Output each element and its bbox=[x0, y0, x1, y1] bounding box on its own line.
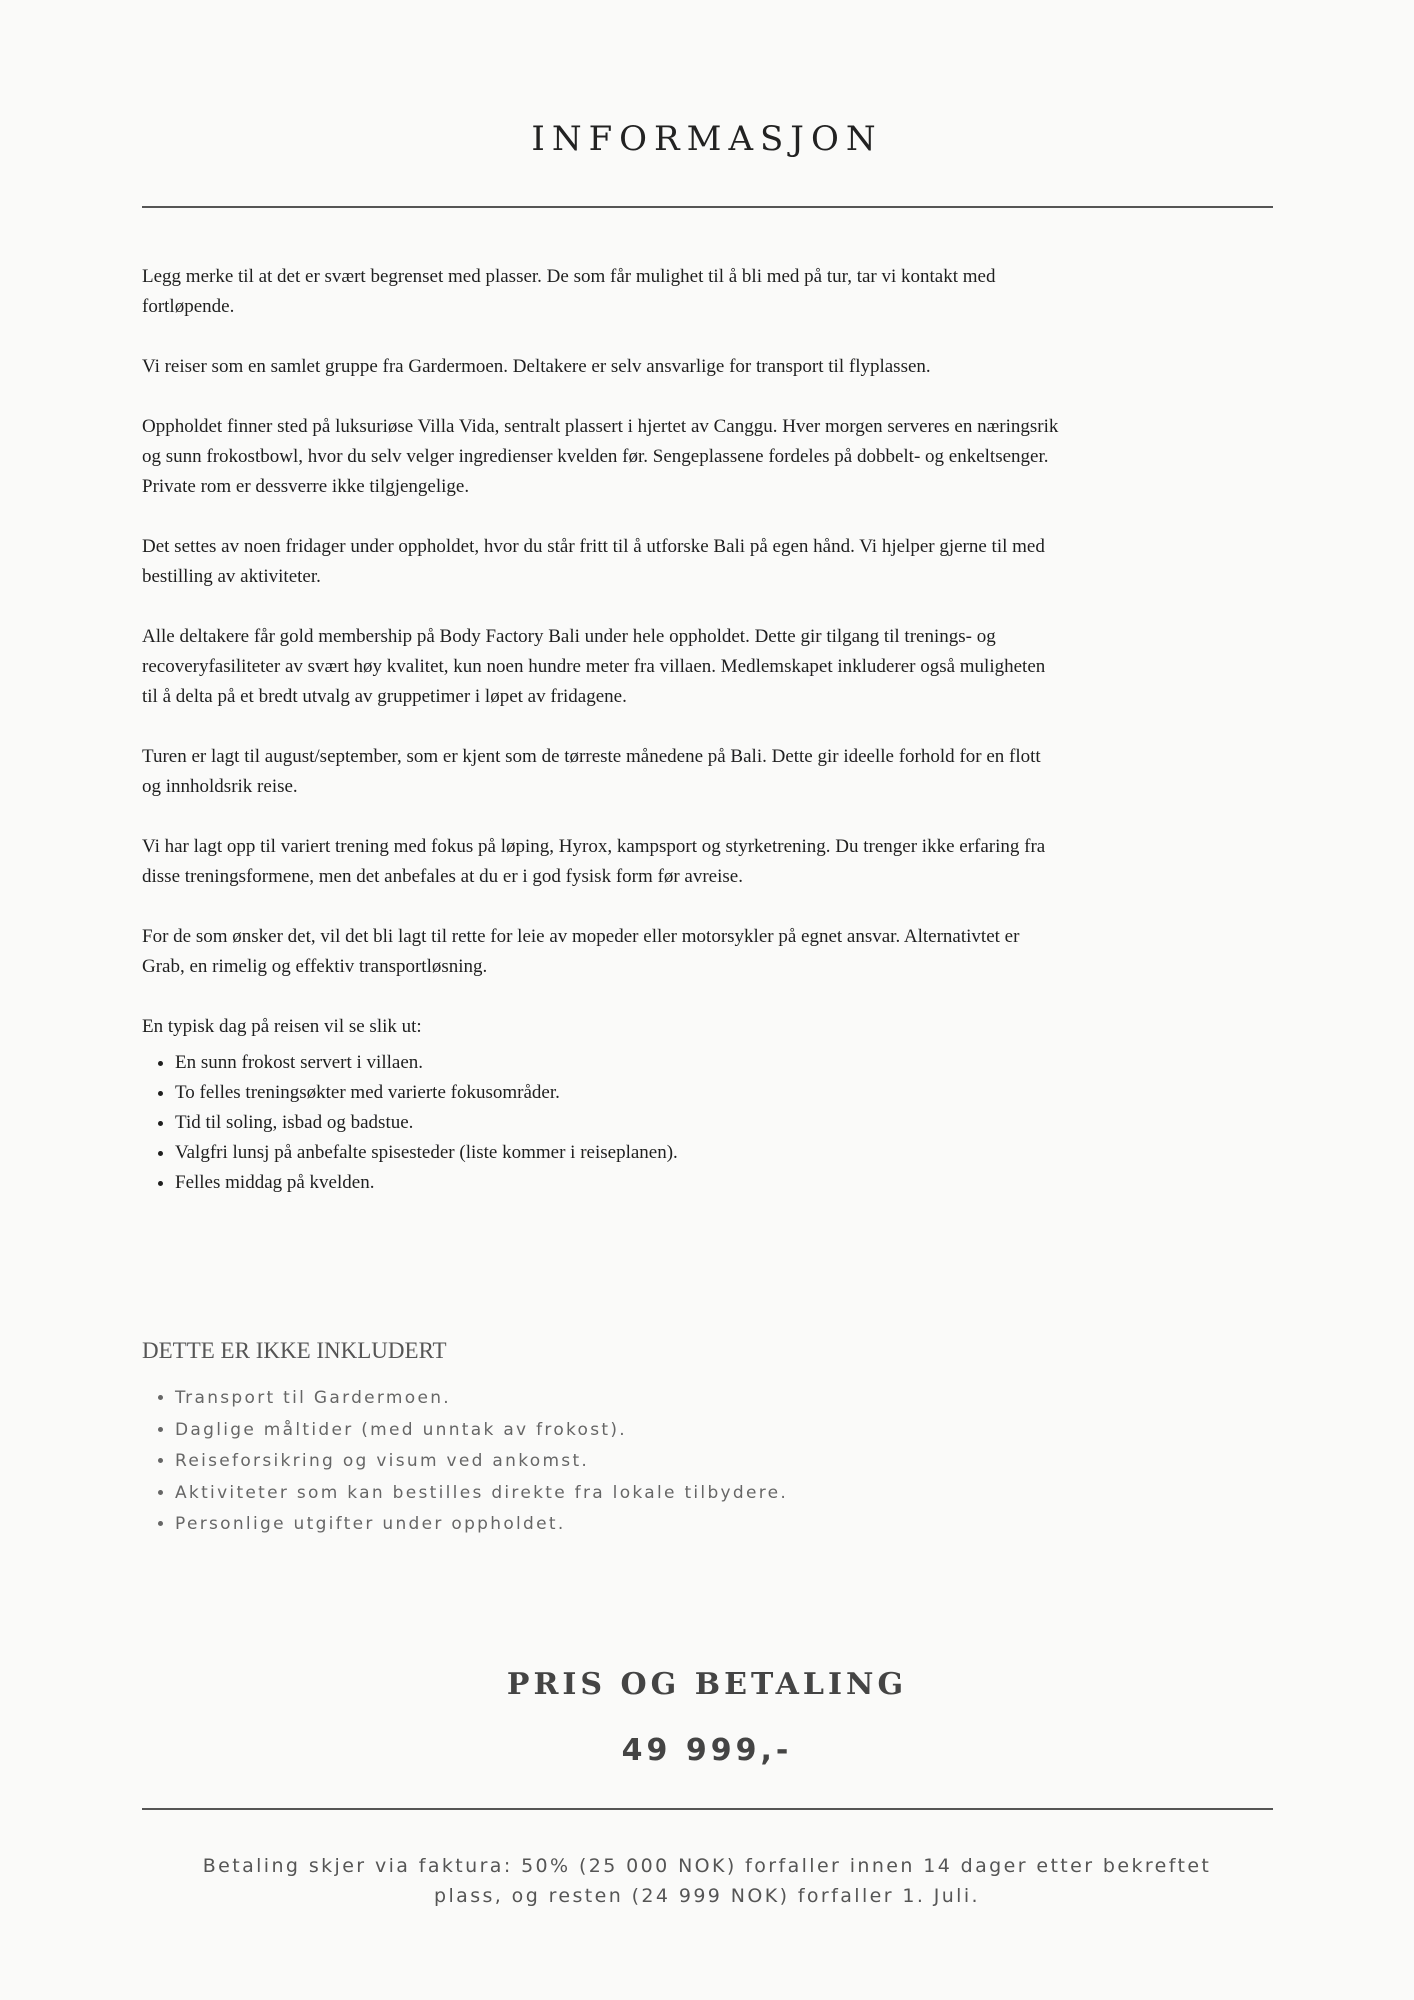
typical-day-list bbox=[142, 1048, 1062, 1198]
paragraph-transport: For de som ønsker det, vil det bli lagt til rette for leie av mopeder eller motorsykler på egnet ansvar. Alternativtet er Grab, en rimelig og effektiv transportløsning. bbox=[142, 926, 1020, 977]
pricing-heading: PRIS OG BETALING bbox=[506, 1667, 908, 1702]
page-title: INFORMASJON bbox=[531, 119, 883, 159]
typical-day-intro: En typisk dag på reisen vil se slik ut: bbox=[142, 1016, 422, 1037]
list-item: • Valgfri lunsj på anbefalte spisesteder (liste kommer i reiseplanen). bbox=[175, 1138, 1062, 1168]
list-item: • Reiseforsikring og visum ved ankomst. bbox=[175, 1446, 788, 1478]
paragraph-membership: Alle deltakere får gold membership på Body Factory Bali under hele oppholdet. Dette gir tilgang til trenings- og recoveryfasiliteter av svært høy kvalitet, kun noen hundre meter fra villaen. Medlemskapet inkluderer også muligheten til å delta på et bredt utvalg av gruppetimer i løpet av fridagene. bbox=[142, 626, 1046, 707]
paragraph-accommodation: Oppholdet finner sted på luksuriøse Villa Vida, sentralt plassert i hjertet av Canggu. Hver morgen serveres en næringsrik og sunn frokostbowl, hvor du selv velger ingredienser kvelden før. Sengeplassene fordeles på dobbelt- og enkeltsenger. Private rom er dessverre ikke tilgjengelige. bbox=[142, 416, 1059, 497]
list-item: • Transport til Gardermoen. bbox=[175, 1383, 788, 1415]
not-included-list bbox=[142, 1383, 788, 1541]
paragraph-season: Turen er lagt til august/september, som er kjent som de tørreste månedene på Bali. Dette gir ideelle forhold for en flott og innholdsrik reise. bbox=[142, 746, 1041, 797]
top-divider bbox=[142, 206, 1273, 208]
information-body bbox=[142, 262, 1062, 1198]
list-item: • Personlige utgifter under oppholdet. bbox=[175, 1509, 788, 1541]
payment-note: Betaling skjer via faktura: 50% (25 000 NOK) forfaller innen 14 dager etter bekreftet plass, og resten (24 999 NOK) forfaller 1. Juli. bbox=[202, 1855, 1212, 1907]
list-item: • To felles treningsøkter med varierte fokusområder. bbox=[175, 1078, 1062, 1108]
price-value: 49 999,- bbox=[621, 1733, 793, 1768]
paragraph-travel: Vi reiser som en samlet gruppe fra Gardermoen. Deltakere er selv ansvarlige for transport til flyplassen. bbox=[142, 356, 931, 377]
paragraph-training: Vi har lagt opp til variert trening med fokus på løping, Hyrox, kampsport og styrketrening. Du trenger ikke erfaring fra disse treningsformene, men det anbefales at du er i god fysisk form før avreise. bbox=[142, 836, 1046, 887]
paragraph-free-days: Det settes av noen fridager under oppholdet, hvor du står fritt til å utforske Bali på egen hånd. Vi hjelper gjerne til med bestilling av aktiviteter. bbox=[142, 536, 1045, 587]
not-included-heading: DETTE ER IKKE INKLUDERT bbox=[142, 1338, 447, 1363]
list-item: • En sunn frokost servert i villaen. bbox=[175, 1048, 1062, 1078]
paragraph-limited-spots: Legg merke til at det er svært begrenset med plasser. De som får mulighet til å bli med på tur, tar vi kontakt med fortløpende. bbox=[142, 266, 996, 317]
list-item: • Aktiviteter som kan bestilles direkte fra lokale tilbydere. bbox=[175, 1478, 788, 1510]
list-item: • Daglige måltider (med unntak av frokost). bbox=[175, 1415, 788, 1447]
bottom-divider bbox=[142, 1808, 1273, 1810]
list-item: • Tid til soling, isbad og badstue. bbox=[175, 1108, 1062, 1138]
list-item: • Felles middag på kvelden. bbox=[175, 1168, 1062, 1198]
